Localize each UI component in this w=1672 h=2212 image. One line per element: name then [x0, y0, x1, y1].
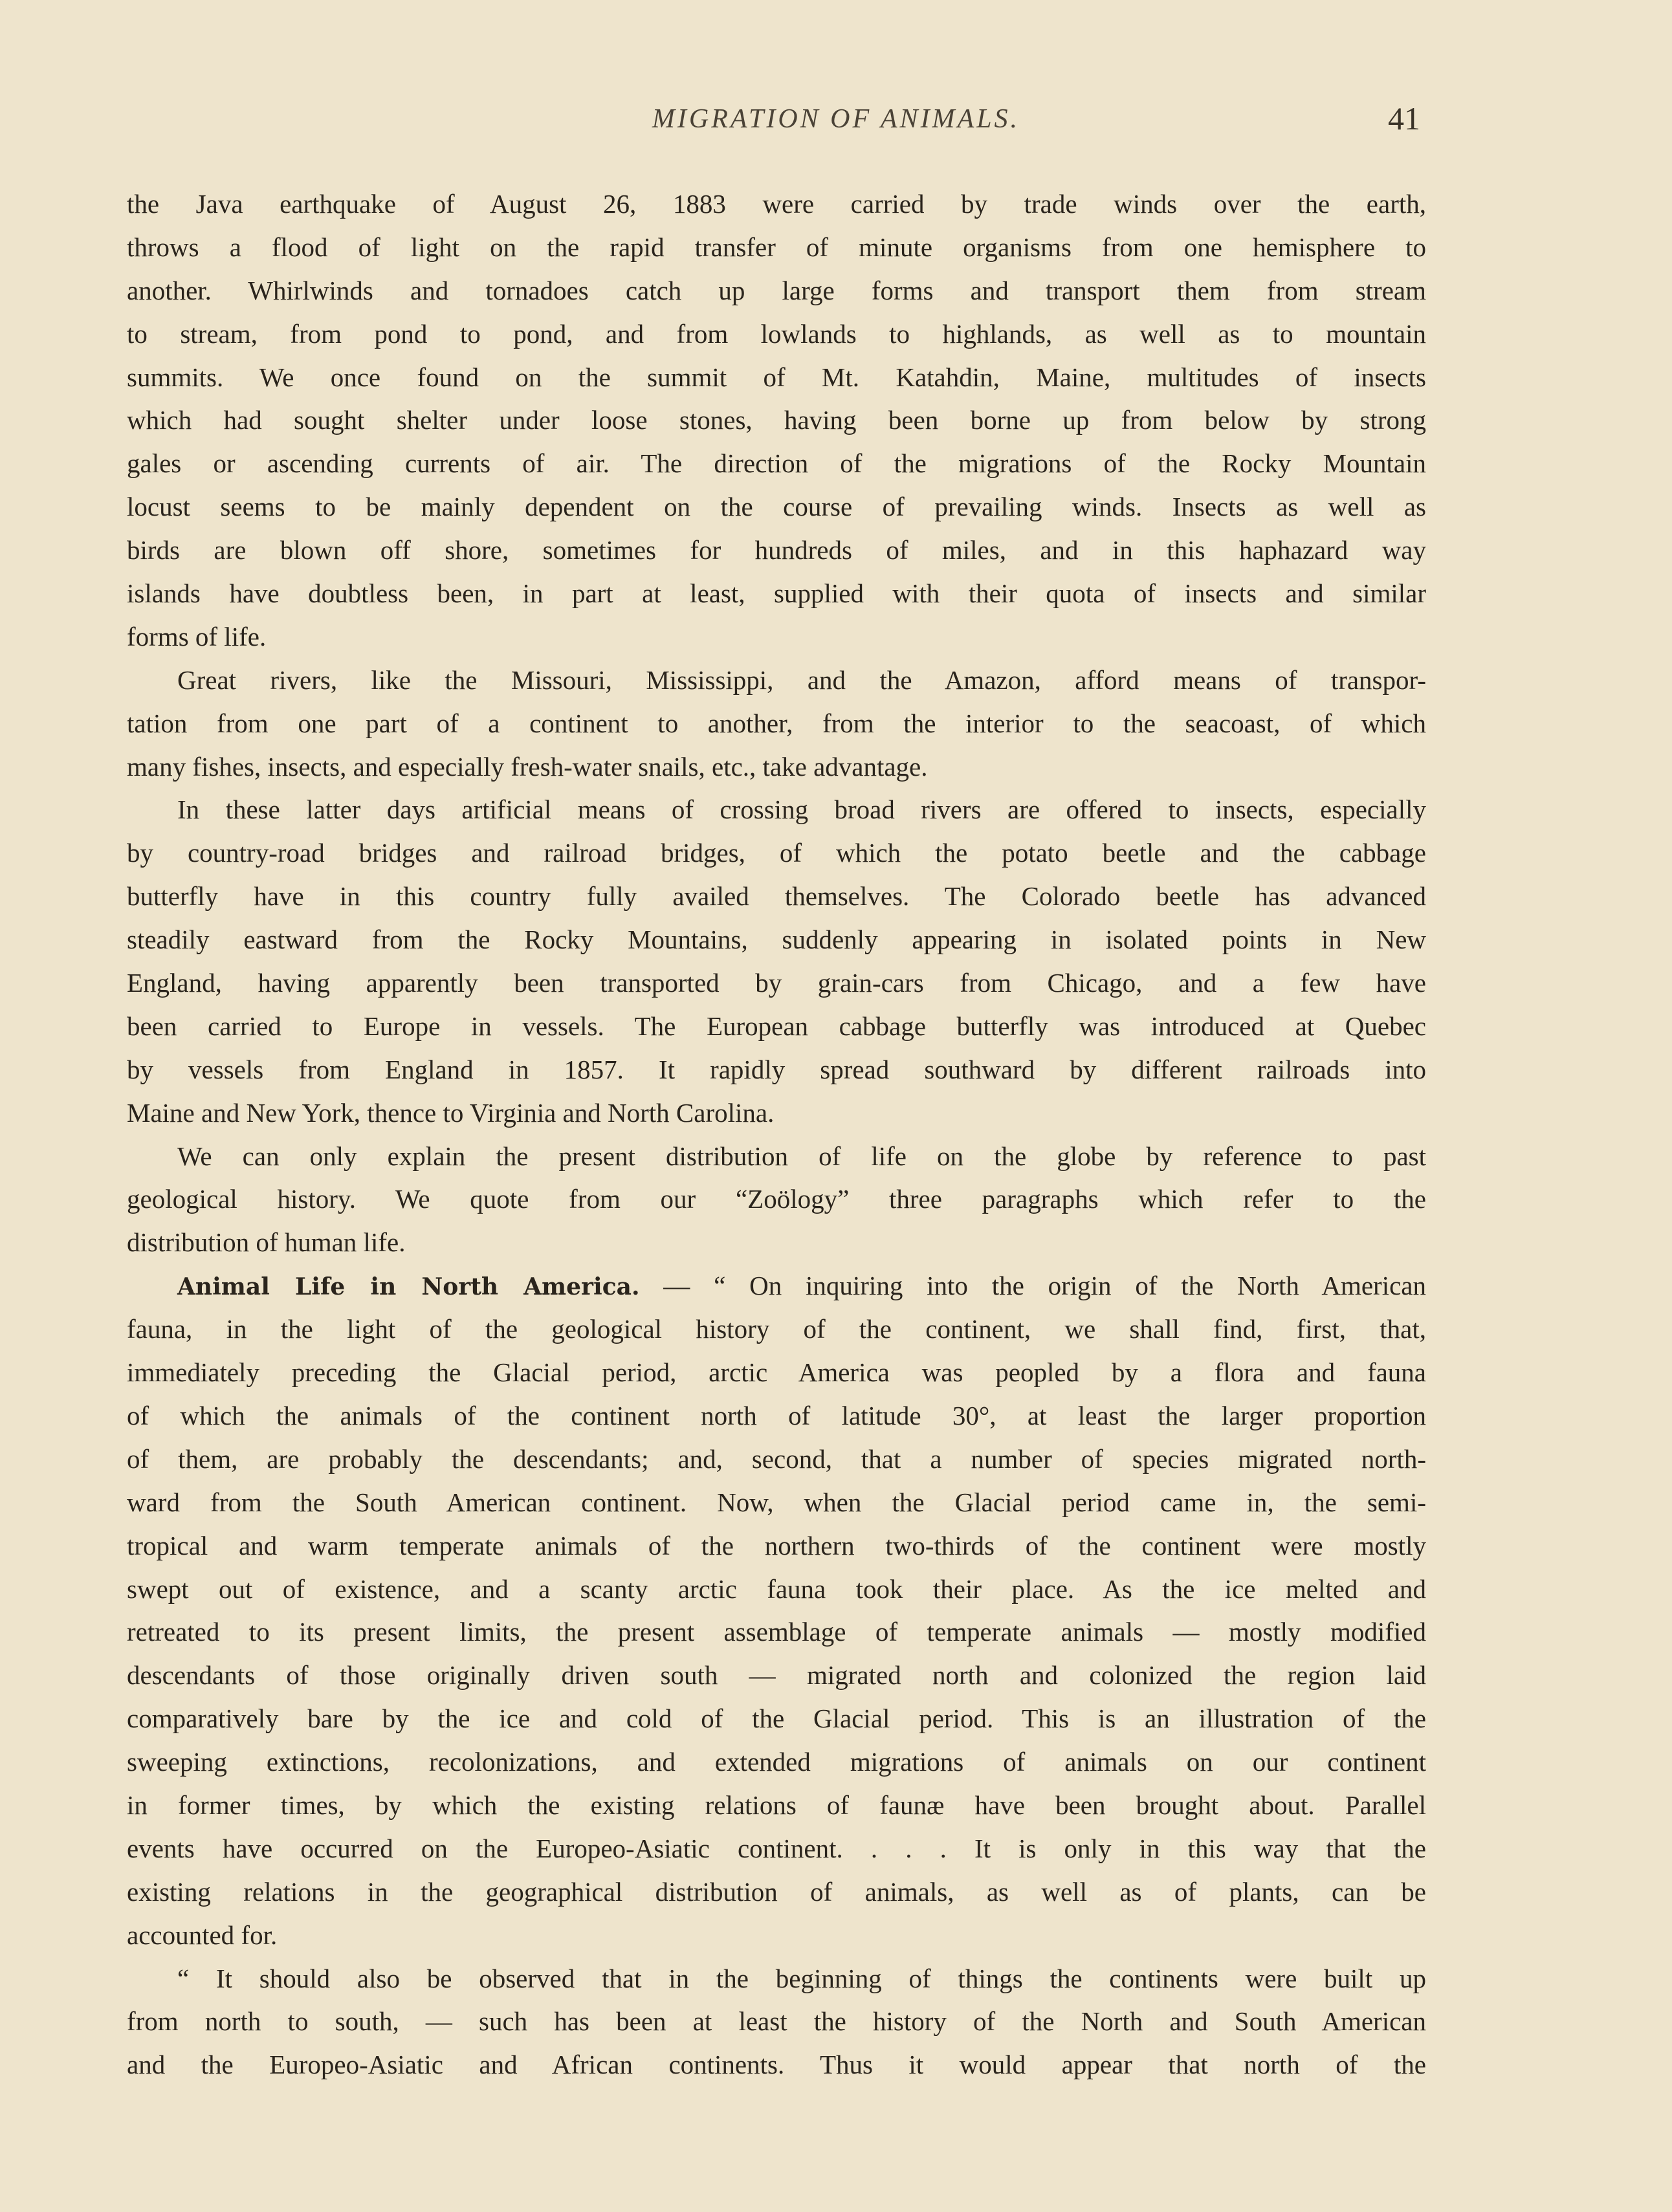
line-text: ward from the South American continent. Now, when the Glacial period came in, the semi-: [127, 1487, 1426, 1517]
line-text: swept out of existence, and a scanty arctic fauna took their place. As the ice melted and: [127, 1573, 1426, 1604]
line-text: geological history. We quote from our “Zoölogy” three paragraphs which refer to the: [127, 1184, 1426, 1214]
text-line: [127, 529, 1426, 572]
line-text: England, having apparently been transported by grain-cars from Chicago, and a few have: [127, 968, 1426, 998]
line-text: another. Whirlwinds and tornadoes catch up large forms and transport them from stream: [127, 275, 1426, 305]
line-text: Great rivers, like the Missouri, Mississippi, and the Amazon, afford means of transpor-: [177, 664, 1426, 695]
line-text: tropical and warm temperate animals of the northern two-thirds of the continent were mostly: [127, 1530, 1426, 1560]
body-text: [127, 182, 1426, 2086]
line-text: — “ On inquiring into the origin of the North American: [639, 1271, 1426, 1301]
line-text: accounted for.: [127, 1920, 278, 1950]
line-text: locust seems to be mainly dependent on the course of prevailing winds. Insects as well as: [127, 492, 1426, 522]
text-line: [127, 831, 1426, 875]
text-line: [127, 659, 1426, 702]
line-text: forms of life.: [127, 621, 267, 652]
line-text: in former times, by which the existing relations of faunæ have been brought about. Parallel: [127, 1790, 1426, 1820]
line-text: the Java earthquake of August 26, 1883 were carried by trade winds over the earth,: [127, 189, 1426, 219]
line-text: from north to south, — such has been at least the history of the North and South American: [127, 2006, 1426, 2037]
text-line: [127, 269, 1426, 312]
text-line: [127, 1264, 1426, 1308]
text-line: [127, 702, 1426, 745]
line-text: Maine and New York, thence to Virginia and North Carolina.: [127, 1097, 775, 1128]
line-text: and the Europeo-Asiatic and African continents. Thus it would appear that north of the: [127, 2050, 1426, 2080]
text-line: [127, 1654, 1426, 1697]
text-line: [127, 1308, 1426, 1351]
text-line: [127, 1091, 1426, 1135]
line-text: of which the animals of the continent north of latitude 30°, at least the larger proportion: [127, 1400, 1426, 1430]
text-line: [127, 961, 1426, 1005]
text-line: [127, 875, 1426, 918]
text-line: [127, 2043, 1426, 2086]
line-text: islands have doubtless been, in part at least, supplied with their quota of insects and similar: [127, 578, 1426, 609]
running-title: MIGRATION OF ANIMALS.: [652, 104, 1020, 134]
line-text: In these latter days artificial means of crossing broad rivers are offered to insects, especially: [177, 794, 1426, 825]
text-line: [127, 1914, 1426, 1957]
page-number: 41: [1388, 100, 1420, 137]
text-line: [127, 788, 1426, 831]
line-text: descendants of those originally driven south — migrated north and colonized the region laid: [127, 1660, 1426, 1691]
text-line: [127, 485, 1426, 529]
text-line: [127, 1524, 1426, 1568]
text-line: [127, 1177, 1426, 1221]
line-text: distribution of human life.: [127, 1227, 406, 1258]
line-text: throws a flood of light on the rapid transfer of minute organisms from one hemisphere to: [127, 232, 1426, 262]
line-text: tation from one part of a continent to another, from the interior to the seacoast, of which: [127, 708, 1426, 738]
text-line: [127, 918, 1426, 961]
line-text: which had sought shelter under loose stones, having been borne up from below by strong: [127, 405, 1426, 435]
text-line: [127, 1351, 1426, 1394]
text-line: [127, 1135, 1426, 1178]
text-line: [127, 442, 1426, 485]
line-text: We can only explain the present distribution of life on the globe by reference to past: [177, 1141, 1426, 1171]
text-line: [127, 1394, 1426, 1438]
text-line: [127, 615, 1426, 659]
text-line: [127, 399, 1426, 442]
line-text: by vessels from England in 1857. It rapidly spread southward by different railroads into: [127, 1054, 1426, 1084]
line-text: sweeping extinctions, recolonizations, and extended migrations of animals on our continent: [127, 1747, 1426, 1777]
text-line: [127, 312, 1426, 356]
text-line: [127, 1957, 1426, 2000]
text-line: [127, 1048, 1426, 1091]
line-text: summits. We once found on the summit of Mt. Katahdin, Maine, multitudes of insects: [127, 362, 1426, 392]
section-heading: Animal Life in North America.: [177, 1273, 640, 1301]
text-line: [127, 1568, 1426, 1611]
line-text: existing relations in the geographical distribution of animals, as well as of plants, can be: [127, 1876, 1426, 1907]
text-line: [127, 1784, 1426, 1827]
text-line: [127, 1481, 1426, 1524]
line-text: gales or ascending currents of air. The direction of the migrations of the Rocky Mountain: [127, 448, 1426, 479]
page-header: [0, 100, 1672, 149]
text-line: [127, 1697, 1426, 1740]
line-text: immediately preceding the Glacial period, arctic America was peopled by a flora and fauna: [127, 1357, 1426, 1388]
line-text: been carried to Europe in vessels. The European cabbage butterfly was introduced at Quebec: [127, 1011, 1426, 1041]
line-text: comparatively bare by the ice and cold of the Glacial period. This is an illustration of the: [127, 1703, 1426, 1734]
text-line: [127, 2000, 1426, 2043]
text-line: [127, 1438, 1426, 1481]
line-text: butterfly have in this country fully availed themselves. The Colorado beetle has advanced: [127, 881, 1426, 912]
text-line: [127, 572, 1426, 615]
line-text: events have occurred on the Europeo-Asiatic continent. . . . It is only in this way that the: [127, 1833, 1426, 1863]
line-text: retreated to its present limits, the present assemblage of temperate animals — mostly modified: [127, 1617, 1426, 1647]
text-line: [127, 356, 1426, 399]
text-line: [127, 1610, 1426, 1654]
line-text: many fishes, insects, and especially fresh-water snails, etc., take advantage.: [127, 751, 928, 782]
text-line: [127, 226, 1426, 269]
text-line: [127, 1870, 1426, 1914]
line-text: birds are blown off shore, sometimes for hundreds of miles, and in this haphazard way: [127, 535, 1426, 565]
line-text: fauna, in the light of the geological history of the continent, we shall find, first, that,: [127, 1314, 1426, 1344]
line-text: to stream, from pond to pond, and from lowlands to highlands, as well as to mountain: [127, 318, 1426, 349]
line-text: steadily eastward from the Rocky Mountains, suddenly appearing in isolated points in New: [127, 925, 1426, 955]
text-line: [127, 745, 1426, 789]
line-text: “ It should also be observed that in the beginning of things the continents were built up: [177, 1963, 1426, 1993]
text-line: [127, 182, 1426, 226]
text-line: [127, 1221, 1426, 1264]
line-text: of them, are probably the descendants; and, second, that a number of species migrated north-: [127, 1443, 1426, 1474]
text-line: [127, 1005, 1426, 1048]
text-line: [127, 1740, 1426, 1784]
line-text: by country-road bridges and railroad bridges, of which the potato beetle and the cabbage: [127, 838, 1426, 868]
text-line: [127, 1827, 1426, 1870]
